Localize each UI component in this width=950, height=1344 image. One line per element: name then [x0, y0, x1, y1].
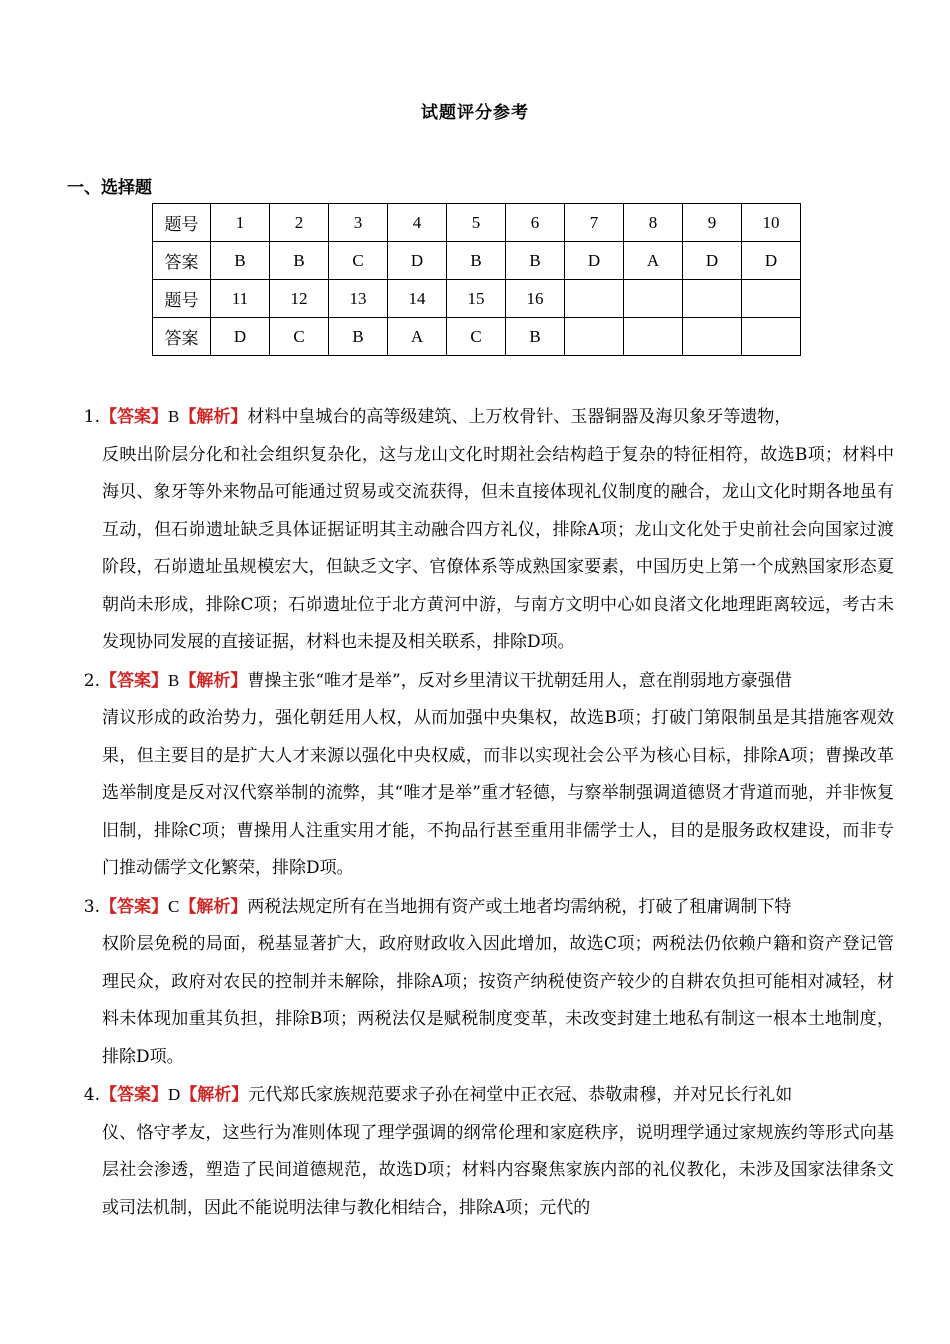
table-cell: 2 — [270, 204, 329, 242]
table-cell: D — [683, 242, 742, 280]
table-cell: 1 — [211, 204, 270, 242]
table-cell — [565, 280, 624, 318]
table-cell — [624, 318, 683, 356]
table-cell — [683, 280, 742, 318]
answer-tag: 【答案】 — [100, 1085, 168, 1105]
row-label: 题号 — [153, 280, 211, 318]
item-first-line: 材料中皇城台的高等级建筑、上万枚骨针、玉器铜器及海贝象牙等遗物， — [247, 407, 792, 427]
analysis-item — [76, 1076, 894, 1227]
table-cell: D — [742, 242, 801, 280]
table-cell — [565, 318, 624, 356]
table-cell: 15 — [447, 280, 506, 318]
answer-letter: C — [168, 896, 180, 916]
analysis-item — [76, 662, 894, 888]
analysis-tag: 【解析】 — [179, 896, 248, 917]
table-cell: B — [447, 242, 506, 280]
row-label: 答案 — [153, 242, 211, 280]
table-cell: B — [506, 318, 565, 356]
table-cell: 12 — [270, 280, 329, 318]
answer-tag: 【答案】 — [100, 407, 168, 427]
table-cell: D — [565, 242, 624, 280]
table-cell: B — [506, 242, 565, 280]
item-first-line: 元代郑氏家族规范要求子孙在祠堂中正衣冠、恭敬肃穆，并对兄长行礼如 — [248, 1085, 793, 1105]
table-cell: 3 — [329, 204, 388, 242]
answer-letter: B — [168, 407, 180, 426]
table-cell: B — [329, 318, 388, 356]
table-cell: C — [329, 242, 388, 280]
page-title: 试题评分参考 — [421, 103, 529, 123]
table-row — [153, 242, 801, 280]
item-number: 2. — [83, 670, 100, 691]
table-cell: 9 — [683, 204, 742, 242]
item-first-line: 两税法规定所有在当地拥有资产或土地者均需纳税，打破了租庸调制下特 — [247, 896, 792, 917]
item-number: 3. — [83, 896, 100, 917]
table-cell: A — [624, 242, 683, 280]
item-number: 4. — [83, 1085, 100, 1105]
item-body: 权阶层免税的局面，税基显著扩大，政府财政收入因此增加，故选C项；两税法仍依赖户籍和资产登记管理民众，政府对农民的控制并未解除，排除A项；按资产纳税使资产较少的自耕农负担可能相对减轻，材料未体现加重其负担，排除B项；两税法仅是赋税制度变革，未改变封建土地私有制这一根本土地制度，排除D项。 — [102, 934, 894, 1067]
table-cell: 10 — [742, 204, 801, 242]
table-row — [153, 280, 801, 318]
answer-table — [152, 203, 801, 356]
row-label: 题号 — [153, 204, 211, 242]
item-body: 反映出阶层分化和社会组织复杂化，这与龙山文化时期社会结构趋于复杂的特征相符，故选B项；材料中海贝、象牙等外来物品可能通过贸易或交流获得，但未直接体现礼仪制度的融合，龙山文化时期各地虽有互动，但石峁遗址缺乏具体证据证明其主动融合四方礼仪，排除A项；龙山文化处于史前社会向国家过渡阶段，石峁遗址虽规模宏大，但缺乏文字、官僚体系等成熟国家要素，中国历史上第一个成熟国家形态夏朝尚未形成，排除C项；石峁遗址位于北方黄河中游，与南方文明中心如良渚文化地理距离较远，考古未发现协同发展的直接证据，材料也未提及相关联系，排除D项。 — [102, 444, 894, 652]
table-cell: 7 — [565, 204, 624, 242]
analysis-list — [76, 398, 894, 1227]
table-row — [153, 204, 801, 242]
table-cell: C — [447, 318, 506, 356]
item-first-line: 曹操主张“唯才是举”，反对乡里清议干扰朝廷用人，意在削弱地方豪强借 — [247, 670, 792, 691]
table-cell — [742, 280, 801, 318]
table-cell: 5 — [447, 204, 506, 242]
table-cell: D — [388, 242, 447, 280]
table-cell: 8 — [624, 204, 683, 242]
analysis-tag: 【解析】 — [180, 1085, 249, 1105]
answer-tag: 【答案】 — [100, 670, 168, 691]
answer-tag: 【答案】 — [100, 896, 168, 917]
analysis-item — [76, 888, 894, 1077]
item-body: 清议形成的政治势力，强化朝廷用人权，从而加强中央集权，故选B项；打破门第限制虽是其措施客观效果，但主要目的是扩大人才来源以强化中央权威，而非以实现社会公平为核心目标，排除A项；曹操改革选举制度是反对汉代察举制的流弊，其“唯才是举”重才轻德，与察举制强调道德贤才背道而驰，并非恢复旧制，排除C项；曹操用人注重实用才能，不拘品行甚至重用非儒学士人，目的是服务政权建设，而非专门推动儒学文化繁荣，排除D项。 — [102, 708, 894, 878]
analysis-tag: 【解析】 — [179, 407, 248, 427]
table-row — [153, 318, 801, 356]
table-cell: 11 — [211, 280, 270, 318]
answer-letter: B — [168, 670, 180, 690]
analysis-item — [76, 398, 894, 662]
table-cell: D — [211, 318, 270, 356]
table-cell — [624, 280, 683, 318]
table-cell: B — [211, 242, 270, 280]
table-cell: 16 — [506, 280, 565, 318]
table-cell: C — [270, 318, 329, 356]
table-cell — [683, 318, 742, 356]
table-cell: B — [270, 242, 329, 280]
table-cell: A — [388, 318, 447, 356]
section-heading: 一、选择题 — [67, 178, 152, 198]
table-cell: 6 — [506, 204, 565, 242]
table-cell: 13 — [329, 280, 388, 318]
analysis-tag: 【解析】 — [179, 670, 248, 691]
table-cell: 4 — [388, 204, 447, 242]
table-cell: 14 — [388, 280, 447, 318]
item-number: 1. — [83, 407, 100, 427]
table-cell — [742, 318, 801, 356]
item-body: 仪、恪守孝友，这些行为准则体现了理学强调的纲常伦理和家庭秩序，说明理学通过家规族约等形式向基层社会渗透，塑造了民间道德规范，故选D项；材料内容聚焦家族内部的礼仪教化，未涉及国家法律条文或司法机制，因此不能说明法律与教化相结合，排除A项；元代的 — [102, 1122, 894, 1218]
row-label: 答案 — [153, 318, 211, 356]
answer-letter: D — [168, 1085, 181, 1104]
